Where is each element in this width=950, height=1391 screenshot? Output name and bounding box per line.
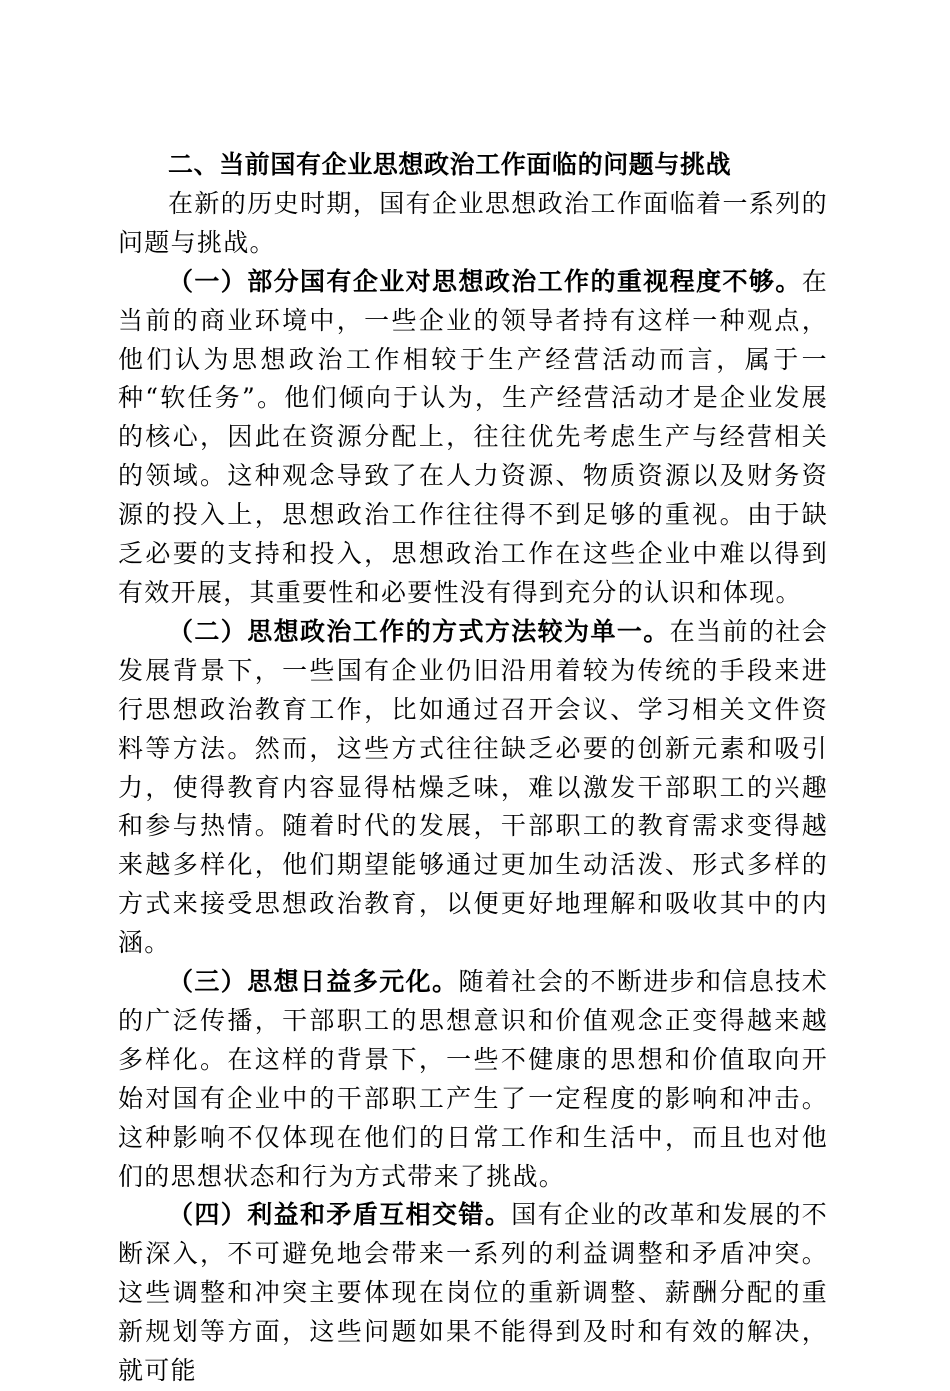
paragraph-1 [118, 263, 828, 613]
section-heading: 二、当前国有企业思想政治工作面临的问题与挑战 [168, 150, 732, 179]
paragraph-2-lead: （二）思想政治工作的方式方法较为单一。 [168, 616, 670, 646]
paragraph-3-lead: （三）思想日益多元化。 [168, 967, 459, 997]
intro-paragraph: 在新的历史时期，国有企业思想政治工作面临着一系列的问题与挑战。 [118, 188, 828, 257]
document-body [118, 146, 828, 1391]
paragraph-3-body: 随着社会的不断进步和信息技术的广泛传播，干部职工的思想意识和价值观念正变得越来越多样化。在这样的背景下，一些不健康的思想和价值取向开始对国有企业中的干部职工产生了一定程度的影响和冲击。这种影响不仅体现在他们的日常工作和生活中，而且也对他们的思想状态和行为方式带来了挑战。 [118, 967, 828, 1191]
paragraph-2 [118, 613, 828, 963]
paragraph-1-lead: （一）部分国有企业对思想政治工作的重视程度不够。 [168, 266, 802, 296]
paragraph-4 [118, 1196, 828, 1391]
paragraph-1-body: 在当前的商业环境中，一些企业的领导者持有这样一种观点，他们认为思想政治工作相较于生产经营活动而言，属于一种“软任务”。他们倾向于认为，生产经营活动才是企业发展的核心，因此在资源分配上，往往优先考虑生产与经营相关的领域。这种观念导致了在人力资源、物质资源以及财务资源的投入上，思想政治工作往往得不到足够的重视。由于缺乏必要的支持和投入，思想政治工作在这些企业中难以得到有效开展，其重要性和必要性没有得到充分的认识和体现。 [118, 266, 828, 607]
paragraph-2-body: 在当前的社会发展背景下，一些国有企业仍旧沿用着较为传统的手段来进行思想政治教育工作，比如通过召开会议、学习相关文件资料等方法。然而，这些方式往往缺乏必要的创新元素和吸引力，使得教育内容显得枯燥乏味，难以激发干部职工的兴趣和参与热情。随着时代的发展，干部职工的教育需求变得越来越多样化，他们期望能够通过更加生动活泼、形式多样的方式来接受思想政治教育，以便更好地理解和吸收其中的内涵。 [118, 616, 828, 958]
paragraph-4-lead: （四）利益和矛盾互相交错。 [168, 1200, 512, 1230]
paragraph-3 [118, 963, 828, 1196]
paragraph-4-body: 国有企业的改革和发展的不断深入，不可避免地会带来一系列的利益调整和矛盾冲突。这些调整和冲突主要体现在岗位的重新调整、薪酬分配的重新规划等方面，这些问题如果不能得到及时和有效的解决，就可能 [118, 1200, 828, 1386]
